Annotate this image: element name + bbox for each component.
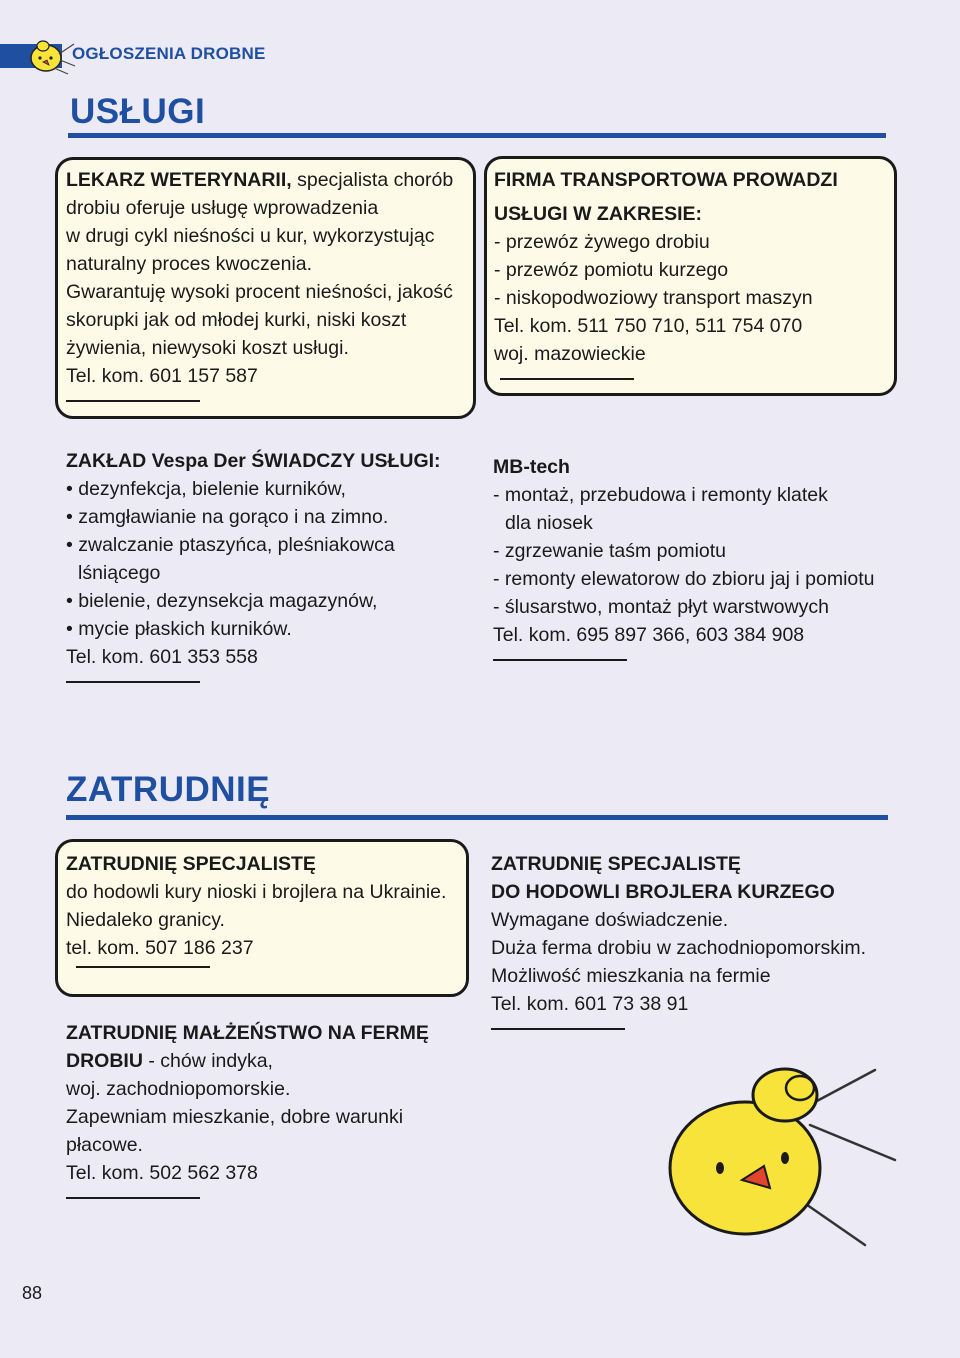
ad-vet-line: żywienia, niewysoki koszt usługi. — [66, 337, 349, 359]
ad-mbtech — [493, 453, 913, 661]
ad-vespa-line: • zamgławianie na gorąco i na zimno. — [66, 506, 389, 528]
ad-vespa — [66, 447, 476, 683]
page-number: 88 — [22, 1283, 43, 1303]
ad-vet-line: skorupki jak od młodej kurki, niski koszt — [66, 309, 407, 331]
ad-vet — [66, 166, 470, 402]
ad-job-ukraine-phone: tel. kom. 507 186 237 — [66, 937, 254, 959]
ad-vet-line: drobiu oferuje usługę wprowadzenia — [66, 197, 379, 219]
ad-job-couple-line: Zapewniam mieszkanie, dobre warunki — [66, 1106, 404, 1128]
ad-job-ukraine-title: ZATRUDNIĘ SPECJALISTĘ — [66, 853, 316, 875]
ad-transport-line: - przewóz pomiotu kurzego — [494, 259, 729, 281]
ad-mbtech-line: - ślusarstwo, montaż płyt warstwowych — [493, 596, 829, 618]
ad-separator — [76, 966, 210, 968]
ad-transport-subtitle: USŁUGI W ZAKRESIE: — [494, 203, 702, 225]
ad-job-broiler-line: Możliwość mieszkania na fermie — [491, 965, 771, 987]
ad-job-couple-phone: Tel. kom. 502 562 378 — [66, 1162, 258, 1184]
ad-separator — [500, 378, 634, 380]
ad-transport-line: - przewóz żywego drobiu — [494, 231, 710, 253]
ad-job-ukraine-line: do hodowli kury nioski i brojlera na Ukrainie. — [66, 881, 447, 903]
ad-job-couple-line: woj. zachodniopomorskie. — [66, 1078, 291, 1100]
ad-job-couple-subtitle: DROBIU — [66, 1050, 143, 1072]
chick-illustration-icon — [650, 1050, 900, 1250]
ad-job-ukraine-line: Niedaleko granicy. — [66, 909, 225, 931]
ad-job-broiler-line: Wymagane doświadczenie. — [491, 909, 729, 931]
ad-separator — [493, 659, 627, 661]
ad-job-couple — [66, 1019, 476, 1199]
ad-job-ukraine — [66, 850, 466, 968]
ad-transport-phone: Tel. kom. 511 750 710, 511 754 070 — [494, 315, 803, 337]
ad-vespa-line: • zwalczanie ptaszyńca, pleśniakowca — [66, 534, 395, 556]
ad-job-broiler-phone: Tel. kom. 601 73 38 91 — [491, 993, 689, 1015]
ad-mbtech-line: - zgrzewanie taśm pomiotu — [493, 540, 727, 562]
section-title-jobs: ZATRUDNIĘ — [66, 770, 271, 809]
header-label: OGŁOSZENIA DROBNE — [72, 44, 266, 63]
ad-vet-title: LEKARZ WETERYNARII, — [66, 169, 292, 191]
ad-job-broiler-subtitle: DO HODOWLI BROJLERA KURZEGO — [491, 881, 835, 903]
ad-vespa-title: ZAKŁAD Vespa Der ŚWIADCZY USŁUGI: — [66, 450, 441, 472]
ad-vespa-line: lśniącego — [78, 562, 161, 584]
ad-job-couple-subtitle-rest: - chów indyka, — [142, 1050, 273, 1072]
ad-vet-line: Gwarantuję wysoki procent nieśności, jakość — [66, 281, 453, 303]
ad-job-couple-line: płacowe. — [66, 1134, 143, 1156]
ad-separator — [66, 400, 200, 402]
ad-job-broiler — [491, 850, 911, 1030]
ad-transport-region: woj. mazowieckie — [494, 343, 646, 365]
ad-vespa-phone: Tel. kom. 601 353 558 — [66, 646, 258, 668]
ad-job-couple-title: ZATRUDNIĘ MAŁŻEŃSTWO NA FERMĘ — [66, 1022, 429, 1044]
ad-vet-phone: Tel. kom. 601 157 587 — [66, 365, 258, 387]
ad-mbtech-phone: Tel. kom. 695 897 366, 603 384 908 — [493, 624, 805, 646]
ad-separator — [66, 1197, 200, 1199]
ad-separator — [491, 1028, 625, 1030]
section-rule-services — [68, 133, 886, 138]
ad-transport — [494, 166, 890, 380]
ad-job-broiler-line: Duża ferma drobiu w zachodniopomorskim. — [491, 937, 866, 959]
ad-vet-line: naturalny proces kwoczenia. — [66, 253, 313, 275]
section-rule-jobs — [66, 815, 888, 820]
ad-vespa-line: • bielenie, dezynsekcja magazynów, — [66, 590, 378, 612]
ad-vespa-line: • mycie płaskich kurników. — [66, 618, 292, 640]
chick-logo-icon — [24, 38, 76, 76]
ad-mbtech-line: - montaż, przebudowa i remonty klatek — [493, 484, 828, 506]
ad-mbtech-title: MB-tech — [493, 456, 570, 478]
ad-vet-line: w drugi cykl nieśności u kur, wykorzystując — [66, 225, 435, 247]
ad-mbtech-line: - remonty elewatorow do zbioru jaj i pomiotu — [493, 568, 875, 590]
ad-vet-title-rest: specjalista chorób — [291, 169, 454, 191]
ad-transport-line: - niskopodwoziowy transport maszyn — [494, 287, 813, 309]
section-title-services: USŁUGI — [70, 92, 206, 131]
ad-separator — [66, 681, 200, 683]
ad-mbtech-line: dla niosek — [505, 512, 593, 534]
ad-job-broiler-title: ZATRUDNIĘ SPECJALISTĘ — [491, 853, 741, 875]
ad-transport-title: FIRMA TRANSPORTOWA PROWADZI — [494, 169, 838, 191]
ad-vespa-line: • dezynfekcja, bielenie kurników, — [66, 478, 346, 500]
